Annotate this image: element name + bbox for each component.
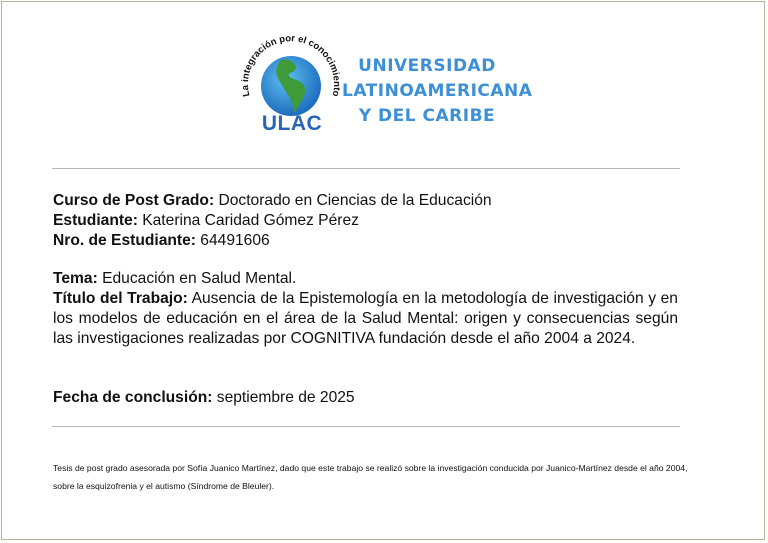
university-name-line-2: LATINOAMERICANA [342, 81, 533, 101]
university-name [342, 54, 533, 129]
course-row [53, 191, 678, 211]
logo-arc-text: La integración por el conocimiento [239, 33, 343, 98]
topic-row [53, 269, 678, 289]
topic-label: Tema: [53, 270, 98, 287]
course-label: Curso de Post Grado: [53, 192, 215, 209]
document-page [1, 1, 765, 540]
university-name-line-3: Y DEL CARIBE [358, 106, 496, 126]
thesis-title-value: Ausencia de la Epistemología en la metodología de investigación y en los modelos de educación en el área de la Salud Mental: origen y consecuencias según las investigaciones realizadas por COGNITIVA fundación desde el año 2004 a 2024. [53, 290, 678, 347]
top-divider [52, 168, 680, 169]
student-row [53, 211, 678, 231]
student-number-label: Nro. de Estudiante: [53, 232, 196, 249]
completion-row [53, 388, 678, 408]
university-name-line-1: UNIVERSIDAD [358, 56, 496, 76]
thesis-title-row [53, 289, 678, 349]
student-value: Katerina Caridad Gómez Pérez [137, 212, 359, 229]
completion-value: septiembre de 2025 [212, 389, 355, 406]
completion-label: Fecha de conclusión: [53, 389, 213, 406]
completion-block [53, 388, 678, 408]
student-info-block [53, 191, 678, 251]
student-number-value: 64491606 [195, 232, 270, 249]
thesis-title-label: Título del Trabajo: [53, 290, 188, 307]
student-label: Estudiante: [53, 212, 138, 229]
course-value: Doctorado en Ciencias de la Educación [214, 192, 492, 209]
footnote: Tesis de post grado asesorada por Sofía Juanico Martínez, dado que este trabajo se realizó sobre la investigación conducida por Juanico-Martínez desde el año 2004, sobre la esquizofrenia y el autismo (Síndrome de Bleuler). [53, 463, 688, 491]
bottom-divider [52, 426, 680, 427]
student-number-row [53, 231, 678, 251]
ulac-logo [235, 28, 345, 140]
logo-acronym: ULAC [261, 112, 323, 135]
topic-value: Educación en Salud Mental. [97, 270, 297, 287]
thesis-info-block [53, 269, 678, 349]
